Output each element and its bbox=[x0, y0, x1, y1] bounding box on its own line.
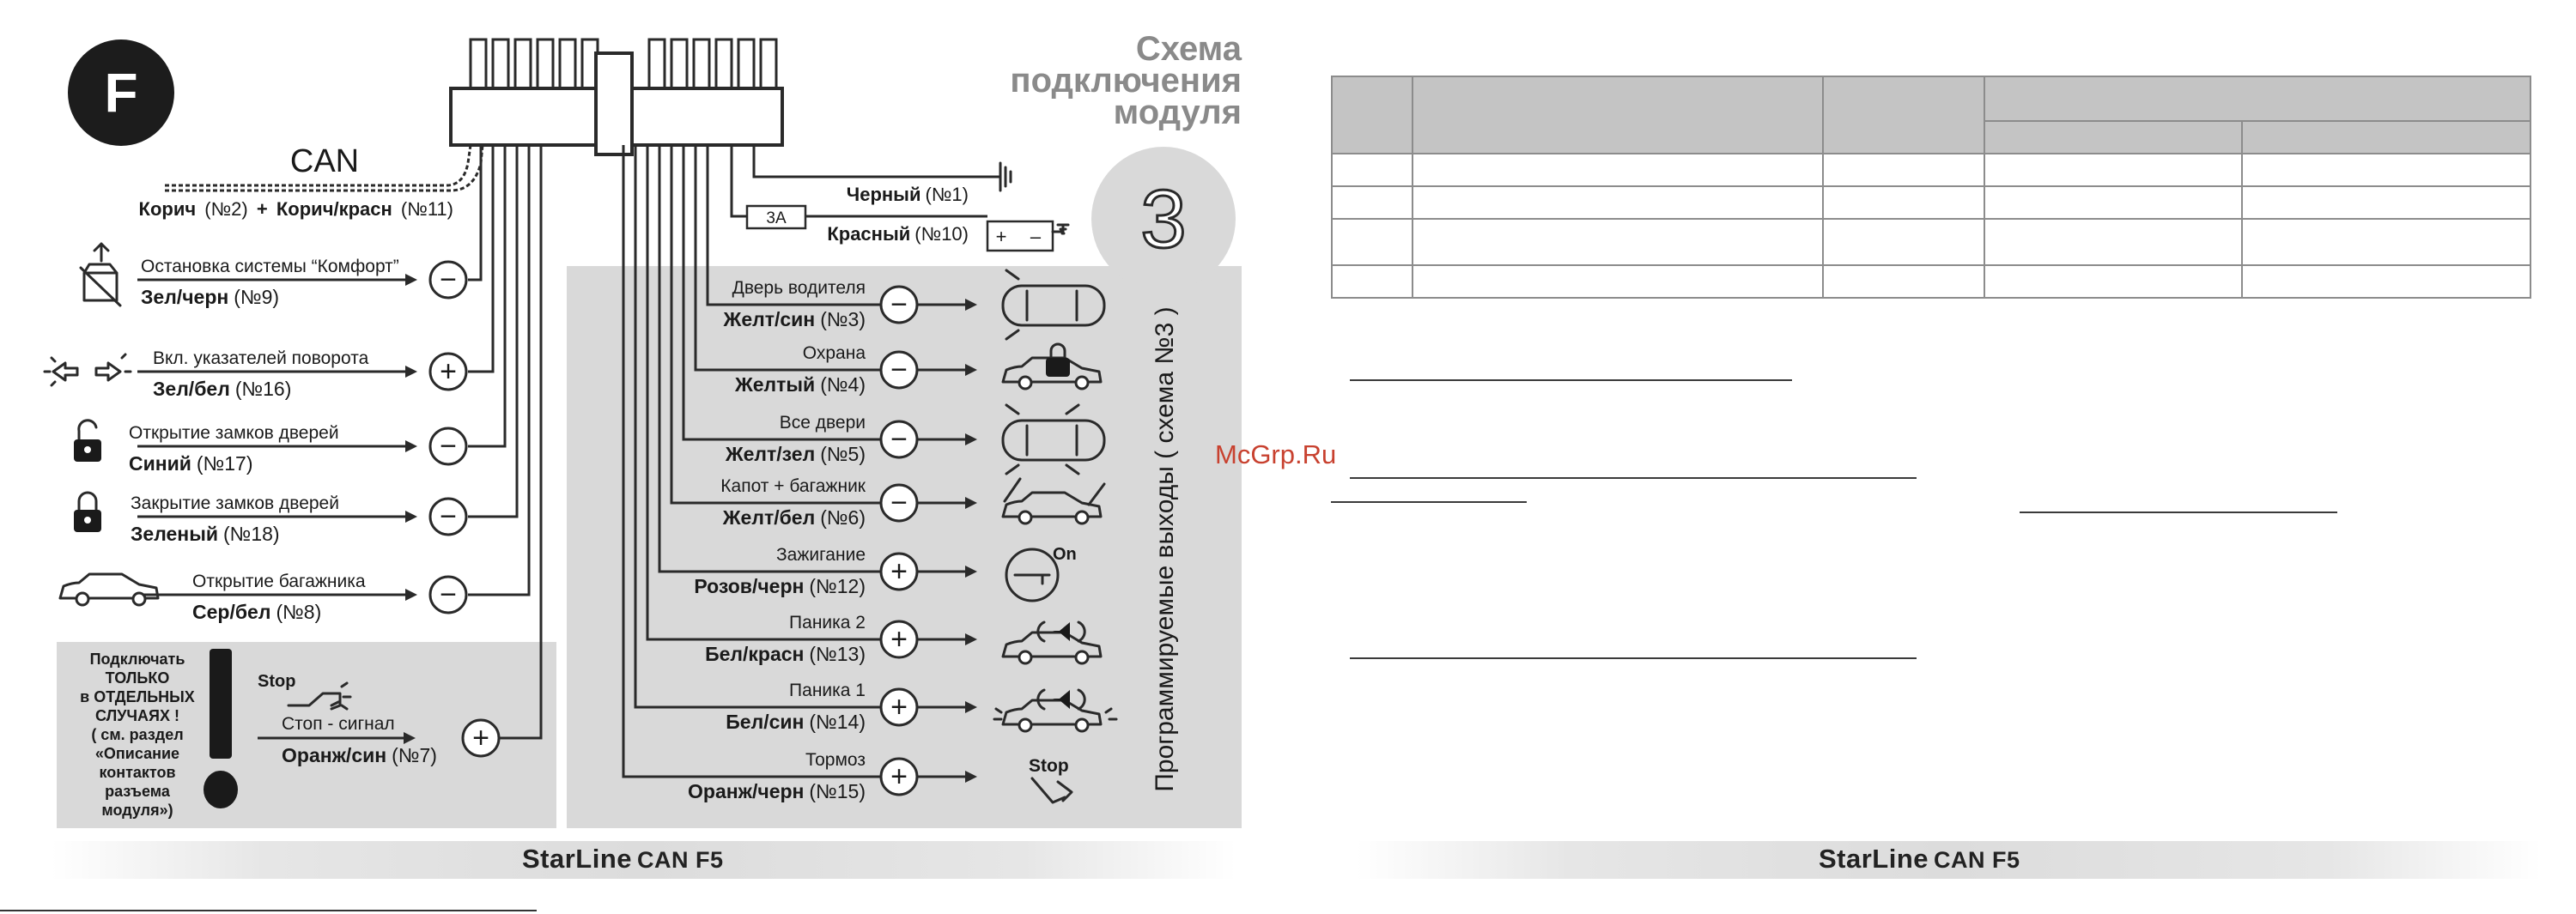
warning-text-line: в ОТДЕЛЬНЫХ bbox=[80, 688, 195, 705]
title-line-1: Схема bbox=[1135, 30, 1242, 68]
window-comfort-icon bbox=[81, 244, 120, 306]
output-function: Зажигание bbox=[775, 545, 866, 565]
output-wire: Желтый (№4) bbox=[734, 373, 866, 396]
warning-sign: + bbox=[472, 722, 489, 754]
ground-wire-caption: Черный (№1) bbox=[846, 184, 969, 205]
footer-model-name: CAN F5 bbox=[637, 847, 724, 873]
empty-table bbox=[1331, 76, 2531, 299]
output-sign: − bbox=[890, 487, 908, 519]
fuse-label: 3А bbox=[766, 209, 787, 227]
outputs-panel bbox=[567, 266, 1242, 828]
connector-pin bbox=[738, 39, 754, 89]
warning-function: Стоп - сигнал bbox=[282, 714, 395, 734]
output-function: Паника 1 bbox=[789, 681, 866, 700]
output-sign: − bbox=[890, 423, 908, 456]
input-function: Открытие багажника bbox=[192, 572, 366, 591]
warning-text-line: СЛУЧАЯХ ! bbox=[95, 707, 179, 724]
svg-text:–: – bbox=[1030, 226, 1042, 247]
output-sign: + bbox=[890, 555, 908, 588]
connector-pin bbox=[560, 39, 575, 89]
input-function: Остановка системы “Комфорт” bbox=[141, 257, 399, 276]
output-sign: + bbox=[890, 691, 908, 723]
output-wire: Желт/бел (№6) bbox=[722, 506, 866, 529]
input-function: Закрытие замков дверей bbox=[131, 493, 339, 513]
rule-2 bbox=[1350, 477, 1917, 479]
ignition-on-label: On bbox=[1053, 545, 1077, 564]
warning-wire: Оранж/син (№7) bbox=[282, 744, 437, 766]
programmable-outputs-label: Программируемые выходы ( схема №3 ) bbox=[1151, 306, 1179, 792]
output-wire: Розов/черн (№12) bbox=[694, 575, 866, 597]
ground-symbol-icon bbox=[1000, 163, 1011, 191]
input-function: Вкл. указателей поворота bbox=[153, 348, 369, 368]
connector-pin bbox=[649, 39, 665, 89]
scheme-number: 3 bbox=[1140, 173, 1187, 265]
input-wire: Синий (№17) bbox=[129, 452, 253, 475]
output-function: Тормоз bbox=[805, 750, 866, 770]
input-wire: Зеленый (№18) bbox=[131, 523, 280, 545]
rule-1 bbox=[1350, 379, 1792, 381]
rule-3 bbox=[1331, 501, 1527, 503]
input-sign: − bbox=[440, 578, 457, 611]
input-row bbox=[74, 145, 505, 475]
power-wire-caption: Красный (№10) bbox=[827, 223, 969, 245]
can-wires-caption: Корич (№2) + Корич/красн (№11) bbox=[138, 198, 453, 220]
right-page bbox=[1288, 0, 2576, 914]
warning-text-line: контактов bbox=[99, 764, 176, 781]
warning-text-line: ( см. раздел bbox=[91, 726, 184, 743]
output-sign: − bbox=[890, 354, 908, 386]
connector-pin bbox=[493, 39, 508, 89]
rule-4 bbox=[2020, 511, 2337, 513]
input-sign: − bbox=[440, 500, 457, 533]
output-wire: Желт/син (№3) bbox=[723, 308, 866, 330]
output-function: Капот + багажник bbox=[720, 476, 866, 496]
output-wire: Желт/зел (№5) bbox=[725, 443, 866, 465]
output-sign: − bbox=[890, 288, 908, 321]
trunk-car-icon bbox=[60, 574, 158, 605]
warning-text-line: ТОЛЬКО bbox=[105, 669, 170, 687]
rule-5 bbox=[1350, 657, 1917, 659]
output-function: Дверь водителя bbox=[732, 278, 866, 298]
output-function: Все двери bbox=[779, 413, 866, 433]
svg-text:+: + bbox=[995, 226, 1007, 247]
input-wire: Зел/черн (№9) bbox=[141, 286, 280, 308]
output-sign: + bbox=[890, 623, 908, 656]
output-wire: Оранж/черн (№15) bbox=[688, 780, 866, 802]
watermark: McGrp.Ru bbox=[1215, 439, 1337, 469]
ground-wire bbox=[754, 145, 1000, 177]
unlock-icon bbox=[74, 421, 101, 462]
footer-brand-left bbox=[522, 844, 724, 875]
stop-icon-label: Stop bbox=[258, 672, 296, 691]
connector-pin bbox=[716, 39, 732, 89]
connector-pin bbox=[694, 39, 709, 89]
bottom-rule bbox=[0, 910, 537, 911]
footer-model-name: CAN F5 bbox=[1934, 847, 2020, 873]
input-sign: − bbox=[440, 430, 457, 463]
brake-stop-label: Stop bbox=[1029, 756, 1069, 776]
output-function: Паника 2 bbox=[789, 613, 866, 633]
badge-letter: F bbox=[104, 62, 138, 124]
exclamation-dot-icon bbox=[204, 771, 238, 808]
can-label: CAN bbox=[289, 143, 360, 179]
warning-text-line: модуля») bbox=[101, 802, 173, 819]
warning-text-line: Подключать bbox=[89, 651, 185, 668]
warning-text-line: разъема bbox=[105, 783, 170, 800]
input-sign: + bbox=[440, 355, 457, 388]
title-line-2: подключения bbox=[1010, 62, 1242, 100]
lock-icon bbox=[74, 493, 101, 532]
title-line-3: модуля bbox=[1113, 94, 1242, 131]
input-wire: Зел/бел (№16) bbox=[153, 378, 292, 400]
connector-pin bbox=[671, 39, 687, 89]
input-wire: Сер/бел (№8) bbox=[192, 601, 322, 623]
warning-text-line: «Описание bbox=[94, 745, 180, 762]
connector-pin bbox=[515, 39, 531, 89]
connector-pin bbox=[538, 39, 553, 89]
output-function: Охрана bbox=[802, 343, 866, 363]
input-row bbox=[81, 145, 481, 308]
footer-brand-right bbox=[1819, 844, 2020, 875]
input-function: Открытие замков дверей bbox=[129, 423, 339, 443]
footer-brand-name: StarLine bbox=[522, 844, 633, 874]
module-connector bbox=[451, 39, 782, 154]
footer-brand-name: StarLine bbox=[1819, 844, 1929, 874]
connector-pin bbox=[471, 39, 486, 89]
exclamation-bar-icon bbox=[210, 649, 232, 759]
output-wire: Бел/син (№14) bbox=[726, 711, 866, 733]
input-sign: − bbox=[440, 263, 457, 296]
output-sign: + bbox=[890, 760, 908, 793]
connector-pin bbox=[761, 39, 776, 89]
battery-icon bbox=[987, 221, 1068, 251]
turn-signals-icon bbox=[45, 354, 131, 385]
connector-latch bbox=[596, 53, 632, 154]
output-wire: Бел/красн (№13) bbox=[705, 643, 866, 665]
